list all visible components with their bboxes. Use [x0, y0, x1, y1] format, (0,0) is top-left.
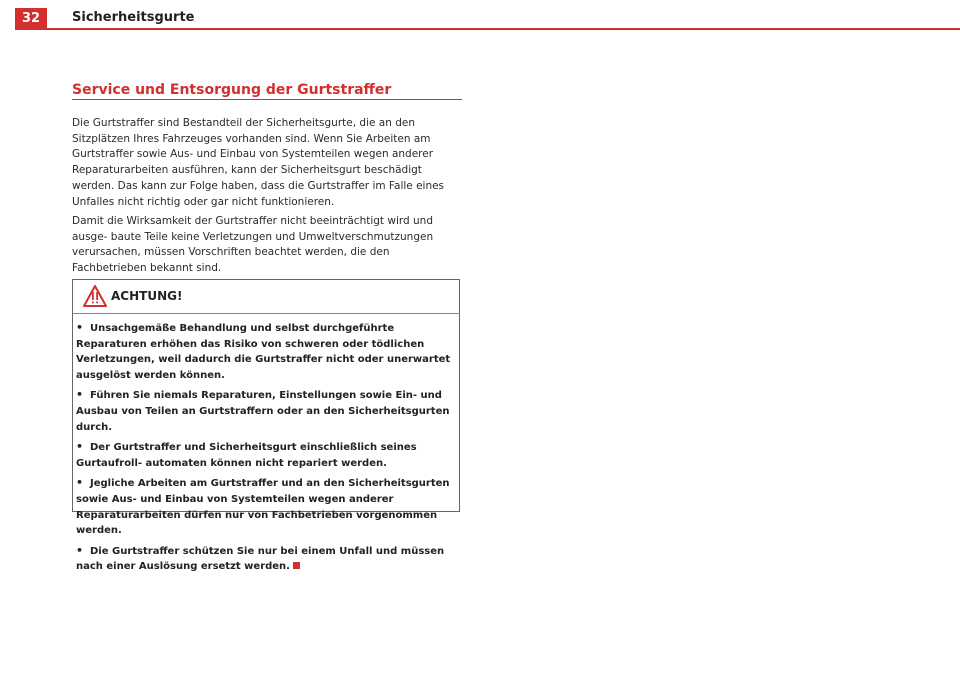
warning-item [76, 543, 458, 575]
warning-item-text: Unsachgemäße Behandlung und selbst durchgeführte Reparaturen erhöhen das Risiko von schweren oder tödlichen Verletzungen, weil dadurch die Gurtstraffer nicht oder unerwartet ausgelöst werden können. [76, 323, 451, 381]
bullet-icon: • [76, 543, 84, 557]
body-paragraph-1: Die Gurtstraffer sind Bestandteil der Sicherheitsgurte, die an den Sitzplätzen Ihres Fahrzeuges vorhanden sind. Wenn Sie Arbeiten am Gurtstraffer sowie Aus- und Einbau von Systemteilen wegen anderer Reparaturarbeiten ausführen, kann der Sicherheitsgurt beschädigt werden. Das kann zur Folge haben, dass die Gurtstraffer im Falle eines Unfalles nicht richtig oder gar nicht funktionieren. [72, 117, 445, 208]
warning-item [76, 475, 458, 538]
warning-title: ACHTUNG! [111, 289, 183, 303]
bullet-icon: • [76, 476, 84, 490]
bullet-icon: • [76, 321, 84, 334]
body-paragraph-2: Damit die Wirksamkeit der Gurtstraffer nicht beeinträchtigt wird und ausge- baute Teile keine Verletzungen und Umweltverschmutzungen verursachen, müssen Vorschriften beachtet werden, die den Fachbetrieben bekannt sind. [72, 215, 434, 275]
chapter-title: Sicherheitsgurte [72, 10, 195, 25]
warning-item-text: Die Gurtstraffer schützen Sie nur bei einem Unfall und müssen nach einer Auslösung ersetzt werden. [76, 545, 445, 573]
header-divider [15, 28, 960, 30]
warning-box [72, 279, 460, 573]
warning-item [76, 439, 458, 471]
section-divider [72, 99, 462, 100]
bullet-icon: • [76, 440, 84, 454]
warning-header [73, 280, 459, 314]
warning-item-text: Jegliche Arbeiten am Gurtstraffer und an den Sicherheitsgurten sowie Aus- und Einbau von Systemteilen wegen anderer Reparaturarbeiten dürfen nur von Fachbetrieben vorgenommen werden. [76, 478, 450, 537]
bullet-icon: • [76, 388, 84, 402]
warning-item [76, 387, 458, 435]
warning-item [76, 320, 458, 383]
warning-item-text: Der Gurtstraffer und Sicherheitsgurt einschließlich seines Gurtaufroll- automaten können nicht repariert werden. [76, 442, 417, 469]
page-number: 32 [15, 8, 47, 29]
page-header [0, 0, 960, 30]
section-end-mark-icon [293, 562, 300, 569]
warning-item-text: Führen Sie niemals Reparaturen, Einstellungen sowie Ein- und Ausbau von Teilen an Gurtstraffern oder an den Sicherheitsgurten durch. [76, 390, 450, 433]
warning-list [76, 320, 458, 579]
warning-triangle-icon [83, 285, 107, 307]
section-title: Service und Entsorgung der Gurtstraffer [72, 82, 392, 98]
